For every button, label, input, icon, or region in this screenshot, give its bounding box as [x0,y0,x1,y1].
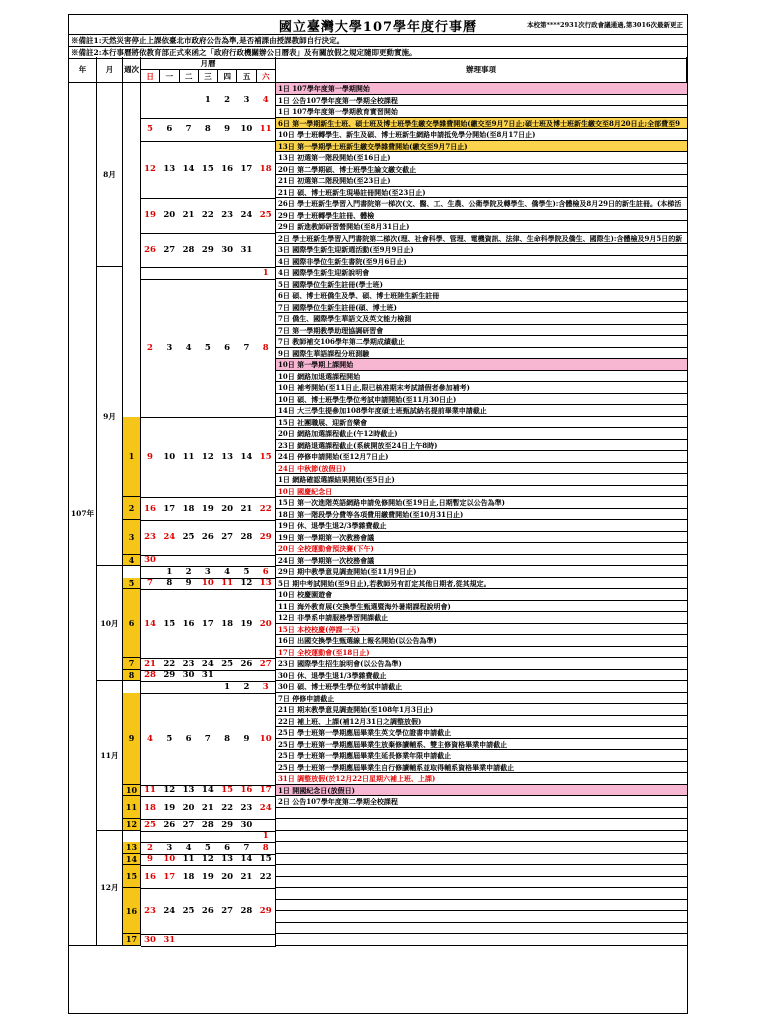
weekday-header: 一 [160,70,179,83]
calendar-day: 28 [144,670,156,681]
calendar-day: 25 [182,906,195,916]
calendar-day: 5 [243,566,250,577]
week-divider [141,865,276,866]
calendar-day: 15 [221,785,234,796]
event-item [276,934,687,946]
calendar-day: 16 [240,785,253,796]
calendar-day: 8 [262,842,269,853]
calendar-day: 20 [182,802,195,813]
calendar-day: 3 [204,566,211,577]
calendar-day: 22 [259,871,272,882]
week-number: 8 [123,670,141,682]
week-number: 17 [123,934,141,946]
calendar-day: 3 [166,842,173,853]
week-number [123,566,141,578]
week-divider [141,233,276,234]
event-item: 7日 教師補交106學年第二學期成績截止 [276,336,687,348]
event-item: 5日 期中考試開始(至9日止),若教師另有訂定其他日期者,從其規定。 [276,578,687,590]
event-item: 4日 國際非學位生新生書院(至9月6日止) [276,256,687,268]
weekday-header: 四 [218,70,237,83]
calendar-day: 22 [163,658,176,669]
calendar-day: 14 [182,164,195,175]
week-number: 10 [123,785,141,797]
month-label: 11月 [97,681,123,831]
calendar-day: 18 [182,503,195,514]
event-item: 6日 碩、博士班僑生及學、碩、博士班陸生新生註冊 [276,290,687,302]
week-number [123,83,141,118]
week-divider [141,946,276,947]
week-number [123,831,141,843]
calendar-day: 29 [259,532,272,543]
events-header: 辦理事項 [276,57,687,83]
weekday-header: 日 [141,70,160,83]
week-number: 5 [123,578,141,590]
calendar-day: 4 [185,842,192,853]
calendar-day: 3 [262,681,269,692]
event-item: 21日 初選第二階段開始(至23日止) [276,175,687,187]
calendar-day: 19 [144,210,156,221]
calendar-day: 14 [144,618,156,629]
event-item: 1日 網路確認選課結果開始(至5日止) [276,474,687,486]
calendar-day: 14 [240,854,253,865]
calendar-day: 17 [163,503,176,514]
calendar-day: 11 [144,785,156,796]
weekday-header: 三 [199,70,218,83]
calendar-day: 27 [221,532,234,543]
week-number [123,198,141,233]
event-item: 29日 期中教學意見調查開始(至11月9日止) [276,566,687,578]
event-item: 6日 第一學期新生士班、碩士班及博士班學生繳交學雜費開始(繳交至9月7日止;碩士班及博士班新生繳交至8月20日止;全部費至9 [276,118,687,130]
column-divider [275,57,276,946]
month-label: 9月 [97,267,123,566]
calendar-day: 11 [259,124,272,134]
event-item: 21日 期末教學意見調查開始(至108年1月3日止) [276,704,687,716]
calendar-day: 17 [163,871,176,882]
calendar-day: 13 [163,164,176,175]
calendar-day: 1 [262,267,269,278]
calendar-day: 15 [163,618,176,629]
calendar-day: 25 [259,210,272,221]
calendar-day: 4 [147,733,153,744]
calendar-day: 31 [163,934,176,945]
calendar-day: 8 [262,342,269,353]
calendar-header: 月曆 [141,57,276,70]
week-number [123,681,141,693]
event-item: 9日 國際生華語課程分班測驗 [276,348,687,360]
calendar-day: 2 [224,95,231,106]
calendar-day: 20 [221,871,234,882]
event-item: 18日 第一階段學分費等各項費用繳費開始(至10月31日止) [276,509,687,521]
calendar-day: 6 [262,566,269,577]
calendar-day: 6 [224,842,231,853]
calendar-day: 30 [144,934,156,945]
event-item: 30日 休、退學生退1/3學雜費截止 [276,670,687,682]
event-item: 10日 學士班轉學生、新生及碩、博士班新生網路申請抵免學分開始(至8月17日止) [276,129,687,141]
calendar-day: 9 [243,733,250,744]
calendar-day: 7 [243,842,250,853]
calendar-day: 2 [185,566,192,577]
week-number: 15 [123,865,141,888]
calendar-day: 8 [224,733,231,744]
week-divider [141,198,276,199]
calendar-day: 24 [163,906,176,916]
week-number: 13 [123,842,141,854]
week-header: 週次 [123,57,141,83]
event-item: 10日 第一學期上課開始 [276,359,687,371]
event-item [276,877,687,889]
event-item: 24日 第一學期第一次校務會議 [276,555,687,567]
calendar-day: 18 [221,618,234,629]
event-item: 14日 大三學生提參加108學年度碩士班甄試納名提前畢業申請截止 [276,405,687,417]
calendar-day: 30 [221,244,234,255]
event-item: 7日 停修申請截止 [276,693,687,705]
event-item: 23日 網路退選課程截止(系統開放至24日上午8時) [276,440,687,452]
calendar-day: 30 [240,819,253,830]
calendar-day: 20 [221,503,234,514]
note-1: ※備註1:天然災害停止上課依臺北市政府公告為準,是否補課由授課教師自行決定。 [69,35,687,47]
event-item: 29日 學士班轉學生註冊、體檢 [276,210,687,222]
calendar-day: 5 [147,124,153,134]
event-item: 20日 全校運動會預決賽(下午) [276,543,687,555]
calendar-day: 4 [262,95,269,106]
calendar-day: 2 [147,842,153,853]
week-divider [141,141,276,142]
calendar-day: 11 [182,854,195,865]
calendar-day: 11 [221,578,234,589]
calendar-day: 1 [204,95,211,106]
calendar-day: 17 [240,164,253,175]
calendar-day: 12 [163,785,176,796]
calendar-day: 19 [201,871,214,882]
calendar-day: 21 [182,210,195,221]
calendar-day: 10 [163,854,176,865]
calendar-day: 19 [201,503,214,514]
calendar-day: 31 [201,670,214,681]
calendar-day: 29 [221,819,234,830]
calendar-day: 24 [163,532,176,543]
weekday-header: 五 [237,70,256,83]
event-item: 15日 社團職展、迎新音樂會 [276,417,687,429]
calendar-day: 4 [224,566,231,577]
calendar-day: 5 [204,342,211,353]
week-divider [141,520,276,521]
calendar-day: 16 [182,618,195,629]
event-item: 25日 學士班第一學期應屆畢業生放棄修讀輔系、雙主修資格畢業申請截止 [276,739,687,751]
event-item: 23日 國際學生招生說明會(以公告為準) [276,658,687,670]
week-number: 3 [123,520,141,555]
event-item [276,842,687,854]
calendar-day: 15 [259,451,272,462]
event-item: 25日 學士班第一學期應屆畢業生延長修業年限申請截止 [276,750,687,762]
calendar-day: 25 [144,819,156,830]
event-item [276,865,687,877]
calendar-day: 9 [224,124,231,134]
week-number [123,233,141,268]
calendar-day: 21 [144,658,156,669]
event-item: 2日 學士班新生學習入門書院第二梯次(理、社會科學、管理、電機資訊、法律、生命科學院及僑生、國際生):含體檢及9月5日的新 [276,233,687,245]
calendar-day: 12 [240,578,253,589]
calendar-day: 29 [201,244,214,255]
calendar-day: 23 [144,532,156,543]
week-number [123,279,141,417]
event-item: 21日 碩、博士班新生現場註冊開始(至23日止) [276,187,687,199]
week-divider [141,497,276,498]
event-item: 26日 學士班新生學習入門書院第一梯次(文、醫、工、生農、公衛學院及轉學生、僑學生):含體檢及8月29日的新生註冊。(本梯活 [276,198,687,210]
calendar-day: 17 [259,785,272,796]
event-item [276,911,687,923]
calendar-day: 1 [224,681,231,692]
event-item: 12日 非學系申請服務學習開課截止 [276,612,687,624]
calendar-day: 11 [182,451,195,462]
calendar-day: 6 [166,124,173,134]
event-item: 3日 國際學生新生迎新週活動(至9月9日止) [276,244,687,256]
event-item: 15日 第一次進階英語網路申請免修開始(至19日止,日期暫定以公告為準) [276,497,687,509]
calendar-day: 1 [166,566,173,577]
event-item: 19日 第一學期第一次教務會議 [276,532,687,544]
calendar-day: 19 [163,802,176,813]
week-number: 9 [123,693,141,785]
month-label: 8月 [97,83,123,267]
calendar-day: 29 [259,906,272,916]
calendar-day: 16 [144,503,156,514]
year-header: 年 [69,57,97,83]
calendar-day: 29 [163,670,176,681]
calendar-day: 10 [201,578,214,589]
calendar-day: 14 [240,451,253,462]
event-item: 10日 國慶紀念日 [276,486,687,498]
event-item: 7日 第一學期教學助理協調研習會 [276,325,687,337]
week-divider [141,118,276,119]
calendar-day: 10 [240,124,253,134]
calendar-day: 18 [144,802,156,813]
calendar-day: 27 [221,906,234,916]
calendar-day: 27 [259,658,272,669]
calendar-day: 27 [182,819,195,830]
event-item: 25日 學士班第一學期應屆畢業生英文學位證書申請截止 [276,727,687,739]
week-number: 11 [123,796,141,819]
week-number: 6 [123,589,141,658]
calendar-day: 3 [243,95,250,106]
weekday-header: 六 [257,70,276,83]
calendar-day: 22 [201,210,214,221]
event-item: 2日 公告107學年度第二學期全校課程 [276,796,687,808]
week-number: 14 [123,854,141,866]
event-item: 10日 校慶園遊會 [276,589,687,601]
calendar-day: 15 [259,854,272,865]
week-number: 4 [123,555,141,567]
event-item: 19日 休、退學生退2/3學雜費截止 [276,520,687,532]
calendar-day: 20 [163,210,176,221]
week-divider [141,589,276,590]
calendar-day: 27 [163,244,176,255]
calendar-day: 28 [201,819,214,830]
note-2: ※備註2:本行事曆將依教育部正式來函之「政府行政機關辦公日曆表」及有關放假之規定隨即更動實施。 [69,47,687,59]
event-item: 15日 本校校慶(停課一天) [276,624,687,636]
calendar-day: 26 [201,906,214,916]
weekday-header: 二 [180,70,199,83]
calendar-day: 25 [182,532,195,543]
week-number [123,118,141,141]
calendar-day: 8 [166,578,173,589]
event-item: 7日 僑生、國際學生華語文及英文能力檢測 [276,313,687,325]
calendar-day: 24 [201,658,214,669]
calendar-day: 18 [259,164,272,175]
calendar-day: 12 [201,854,214,865]
week-number: 1 [123,417,141,498]
calendar-day: 9 [147,854,153,865]
calendar-day: 10 [163,451,176,462]
event-item: 24日 中秋節(放假日) [276,463,687,475]
calendar-day: 9 [147,451,153,462]
calendar-day [160,93,178,107]
page-title: 國立臺灣大學107學年度行事曆 [278,20,478,35]
week-number [123,267,141,279]
calendar-day: 24 [240,210,253,221]
event-item: 31日 調整放假(於12月22日星期六補上班、上課) [276,773,687,785]
event-item: 22日 補上班、上課(補12月31日之調整放假) [276,716,687,728]
calendar-day: 24 [259,802,272,813]
calendar-day: 13 [221,854,234,865]
calendar-day: 21 [201,802,214,813]
calendar-day [141,93,159,107]
event-item: 20日 第二學期碩、博士班學生論文繳交截止 [276,164,687,176]
event-item: 7日 國際學位生新生註冊(碩、博士班) [276,302,687,314]
calendar-day: 2 [147,342,153,353]
calendar-day [257,243,275,257]
calendar-day: 6 [224,342,231,353]
calendar-day: 22 [221,802,234,813]
calendar-day: 7 [204,733,211,744]
calendar-day: 7 [185,124,192,134]
month-header: 月 [97,57,123,83]
event-item: 29日 新進教師研習營開始(至8月31日止) [276,221,687,233]
event-item: 5日 國際學位生新生註冊(學士班) [276,279,687,291]
calendar-day: 23 [144,906,156,916]
event-item: 16日 出國交換學生甄選線上報名開始(以公告為準) [276,635,687,647]
week-divider [141,279,276,280]
calendar-day: 26 [201,532,214,543]
event-item [276,854,687,866]
week-number: 12 [123,819,141,831]
calendar-day: 4 [185,342,192,353]
calendar-day: 30 [182,670,195,681]
event-item [276,923,687,935]
event-item: 11日 海外教育展(交換學生甄選暨海外暑期課程說明會) [276,601,687,613]
week-number: 16 [123,888,141,934]
event-item: 10日 補考開始(至11日止,限已核准期末考試請假者參加補考) [276,382,687,394]
year-label: 107年 [69,83,97,946]
event-item: 10日 網路加退選課程開始 [276,371,687,383]
calendar-day: 3 [166,342,173,353]
calendar-day: 28 [240,906,253,916]
event-item: 25日 學士班第一學期應屆畢業生自行修讀輔系並取得輔系資格畢業申請截止 [276,762,687,774]
event-item [276,900,687,912]
event-item: 1日 開國紀念日(放假日) [276,785,687,797]
event-item: 1日 公告107學年度第一學期全校課程 [276,95,687,107]
calendar-day: 6 [185,733,192,744]
calendar-day: 26 [240,658,253,669]
calendar-day: 10 [259,733,272,744]
calendar-day: 13 [182,785,195,796]
week-divider [141,417,276,418]
header [69,15,687,35]
event-item: 1日 107學年度第一學期開始 [276,83,687,95]
calendar-day: 28 [182,244,195,255]
week-number [123,141,141,199]
calendar-day: 31 [240,244,253,255]
event-item [276,888,687,900]
calendar-day: 5 [204,842,211,853]
calendar-day: 16 [221,164,234,175]
week-divider [141,796,276,797]
calendar-day: 14 [201,785,214,796]
calendar-day: 5 [166,733,173,744]
event-item: 4日 國際學生新生迎新說明會 [276,267,687,279]
calendar-day: 12 [144,164,156,175]
calendar-day: 1 [262,831,269,842]
event-item: 20日 網路加選課程截止(午12時截止) [276,428,687,440]
calendar-day: 7 [243,342,250,353]
event-item: 24日 停修申請開始(至12月7日止) [276,451,687,463]
event-item: 13日 初選第一階段開始(至16日止) [276,152,687,164]
calendar-day: 7 [147,578,153,589]
event-item: 13日 第一學期學士班新生繳交學雜費開始(繳交至9月7日止) [276,141,687,153]
week-number: 7 [123,658,141,670]
event-item: 30日 碩、博士班學生學位考試申請截止 [276,681,687,693]
event-item: 1日 107學年度第一學期教育實習開始 [276,106,687,118]
calendar-day: 18 [182,871,195,882]
event-item [276,819,687,831]
calendar-day: 23 [240,802,253,813]
week-divider [141,693,276,694]
calendar-day: 23 [221,210,234,221]
calendar-day: 21 [240,871,253,882]
calendar-day: 21 [240,503,253,514]
calendar-day: 8 [204,124,211,134]
calendar-day: 26 [163,819,176,830]
calendar-day: 16 [144,871,156,882]
calendar-day: 19 [240,618,253,629]
approval-note: 本校第****2931次行政會議通過,第3016次最新更正 [526,21,683,29]
calendar-day: 26 [144,244,156,255]
calendar-day: 13 [221,451,234,462]
event-item [276,808,687,820]
calendar-day: 9 [185,578,192,589]
calendar-day: 23 [182,658,195,669]
month-label: 12月 [97,831,123,946]
calendar-day: 17 [201,618,214,629]
calendar-day: 28 [240,532,253,543]
calendar-day: 15 [201,164,214,175]
week-divider [141,888,276,889]
calendar-day [180,93,198,107]
event-item: 17日 全校運動會(至18日止) [276,647,687,659]
calendar-day: 12 [201,451,214,462]
calendar-day: 22 [259,503,272,514]
calendar-day: 25 [221,658,234,669]
event-item [276,831,687,843]
calendar-day: 13 [259,578,272,589]
week-number: 2 [123,497,141,520]
calendar-day: 2 [243,681,250,692]
event-item: 10日 碩、博士班學生學位考試申請開始(至11月30日止) [276,394,687,406]
month-label: 10月 [97,566,123,681]
calendar-day: 20 [259,618,272,629]
calendar-page [68,14,688,1014]
calendar-day: 30 [144,555,156,566]
